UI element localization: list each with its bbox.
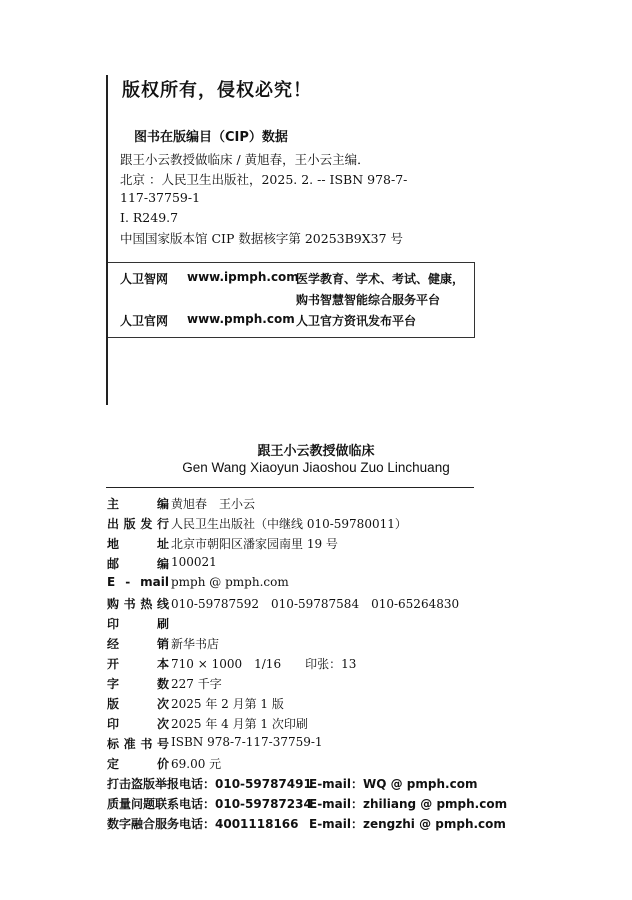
left-vertical-rule — [106, 75, 108, 405]
info-label: 经 销 — [107, 637, 169, 651]
info-value: 2025 年 2 月第 1 版 — [171, 697, 284, 711]
contact-row-digital-service — [107, 815, 506, 832]
info-label: E - mail — [107, 575, 169, 589]
info-label: 邮 编 — [107, 557, 169, 571]
book-title-pinyin: Gen Wang Xiaoyun Jiaoshou Zuo Linchuang — [182, 460, 450, 475]
cip-line: 117-37759-1 — [120, 190, 201, 205]
info-value: 227 千字 — [171, 677, 222, 691]
info-value: 710 × 1000 1/16 印张：13 — [171, 657, 357, 671]
site-description: 医学教育、学术、考试、健康， — [296, 272, 465, 286]
book-title-chinese: 跟王小云教授做临床 — [257, 444, 375, 459]
site-url[interactable]: www.pmph.com — [187, 312, 295, 326]
info-value: 人民卫生出版社（中继线 010-59780011） — [171, 517, 407, 531]
info-label: 版 次 — [107, 697, 169, 711]
cip-line: 北京 ：人民卫生出版社，2025. 2. -- ISBN 978-7- — [120, 172, 408, 187]
copyright-notice: 版权所有，侵权必究！ — [122, 80, 312, 101]
info-label: 开 本 — [107, 657, 169, 671]
site-name: 人卫官网 — [120, 314, 169, 328]
info-label: 印 刷 — [107, 617, 169, 631]
info-value: ISBN 978-7-117-37759-1 — [171, 735, 323, 749]
contact-phone: 数字融合服务电话：4001118166 — [107, 817, 299, 831]
info-label: 字 数 — [107, 677, 169, 691]
info-value: 010-59787592 010-59787584 010-65264830 — [171, 597, 460, 611]
contact-row-quality — [107, 795, 508, 812]
info-value: 2025 年 4 月第 1 次印刷 — [171, 717, 308, 731]
contact-phone: 质量问题联系电话：010-59787234 — [107, 797, 312, 811]
contact-email[interactable]: E-mail：zhiliang @ pmph.com — [309, 797, 508, 811]
cip-title: 图书在版编目（CIP）数据 — [134, 130, 288, 145]
info-label: 出版发行 — [107, 517, 169, 531]
cip-line: 跟王小云教授做临床 / 黄旭春，王小云主编． — [120, 152, 370, 167]
info-value: 69.00 元 — [171, 757, 222, 771]
info-value: 黄旭春 王小云 — [171, 497, 256, 511]
info-value[interactable]: pmph @ pmph.com — [171, 575, 289, 589]
info-value: 新华书店 — [171, 637, 220, 651]
info-label: 主 编 — [107, 497, 169, 511]
site-url[interactable]: www.ipmph.com — [187, 270, 299, 284]
site-name: 人卫智网 — [120, 272, 169, 286]
cip-line: 中国国家版本馆 CIP 数据核字第 20253B9X37 号 — [120, 231, 404, 246]
info-value: 100021 — [171, 555, 217, 569]
contact-email[interactable]: E-mail：zengzhi @ pmph.com — [309, 817, 506, 831]
site-description: 购书智慧智能综合服务平台 — [296, 293, 441, 307]
info-label: 印 次 — [107, 717, 169, 731]
contact-phone: 打击盗版举报电话：010-59787491 — [107, 777, 312, 791]
contact-email[interactable]: E-mail：WQ @ pmph.com — [309, 777, 478, 791]
site-description: 人卫官方资讯发布平台 — [296, 314, 417, 328]
contact-row-anti-piracy — [107, 775, 478, 792]
info-value: 北京市朝阳区潘家园南里 19 号 — [171, 537, 338, 551]
horizontal-rule — [106, 487, 474, 488]
info-label: 地 址 — [107, 537, 169, 551]
info-label: 定 价 — [107, 757, 169, 771]
cip-line: Ⅰ. R249.7 — [120, 210, 179, 225]
info-label: 购书热线 — [107, 597, 169, 611]
info-label: 标准书号 — [107, 737, 169, 751]
